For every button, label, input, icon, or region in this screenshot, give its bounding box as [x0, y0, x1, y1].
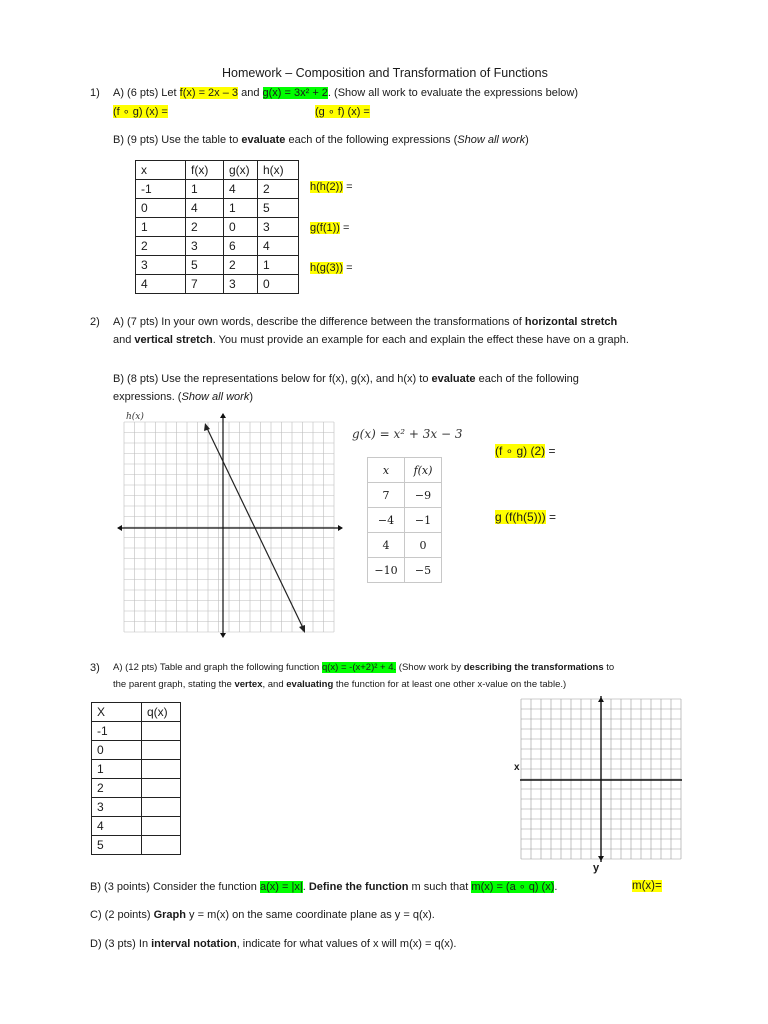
- table-cell: 5: [92, 836, 142, 855]
- q3c-suffix: y = m(x) on the same coordinate plane as y = q(x).: [185, 909, 435, 921]
- q3b-mid: m such that: [408, 881, 472, 893]
- q-graph-x-label: x: [514, 762, 520, 773]
- equals: =: [343, 262, 353, 274]
- table-cell: 2: [92, 779, 142, 798]
- table-cell: −10: [368, 558, 405, 583]
- q2a-line1-prefix: A) (7 pts) In your own words, describe the difference between the transformations of: [113, 316, 525, 328]
- q3d-bold: interval notation: [151, 938, 237, 950]
- table-header: g(x): [224, 161, 258, 180]
- table-cell: 1: [186, 180, 224, 199]
- q2b-line2-italic: Show all work: [181, 391, 250, 403]
- q2a-line2: [113, 334, 629, 346]
- table-header: x: [368, 458, 405, 483]
- table-cell: 5: [186, 256, 224, 275]
- table-row: [136, 237, 299, 256]
- q3c-prefix: C) (2 points): [90, 909, 154, 921]
- table-cell: 1: [92, 760, 142, 779]
- expr-hg3-label: h(g(3)): [310, 262, 344, 274]
- table-cell: 3: [92, 798, 142, 817]
- expr-hh2: [310, 181, 353, 193]
- q2b-line1: [113, 373, 579, 385]
- q1b-text: [113, 134, 529, 146]
- table-cell: -1: [92, 722, 142, 741]
- table-cell: 1: [258, 256, 299, 275]
- q2a-line2-suffix: . You must provide an example for each and explain the effect these have on a graph.: [212, 334, 629, 346]
- table-row: [136, 218, 299, 237]
- q1b-italic: Show all work: [457, 134, 526, 146]
- table-header: h(x): [258, 161, 299, 180]
- equals: =: [545, 444, 556, 458]
- expr-gf1-label: g(f(1)): [310, 222, 340, 234]
- q1-number: 1): [90, 87, 100, 99]
- table-row: [136, 256, 299, 275]
- table-cell: 4: [136, 275, 186, 294]
- table-cell: 6: [224, 237, 258, 256]
- table-cell: 2: [258, 180, 299, 199]
- table-cell: 7: [186, 275, 224, 294]
- table-cell: 4: [368, 533, 405, 558]
- q-definition: q(x) = -(x+2)² + 4.: [321, 662, 397, 673]
- q2b-line1-bold: evaluate: [431, 373, 476, 385]
- table-cell: 0: [405, 533, 442, 558]
- expr-gfh5-label: g (f(h(5))): [495, 510, 546, 524]
- q2b-line2-suffix: ): [249, 391, 254, 403]
- f-value-table: [367, 457, 442, 583]
- q1b-mid: each of the following expressions (: [285, 134, 458, 146]
- h-graph-grid: [124, 422, 334, 632]
- table-header-row: [368, 458, 442, 483]
- q3c-bold: Graph: [153, 909, 186, 921]
- q2b-line2: [113, 391, 253, 403]
- q2b-line1-prefix: B) (8 pts) Use the representations below for f(x), g(x), and h(x) to: [113, 373, 432, 385]
- table-row: [136, 180, 299, 199]
- q-value-input-cell[interactable]: [142, 779, 181, 798]
- table-cell: 4: [258, 237, 299, 256]
- table-header: q(x): [142, 703, 181, 722]
- q3b-end: .: [554, 881, 558, 893]
- q1-function-table: [135, 160, 299, 294]
- q3c-text: [90, 909, 435, 921]
- q-y-arrow-up: [598, 697, 604, 702]
- table-header: f(x): [186, 161, 224, 180]
- q-value-input-cell[interactable]: [142, 817, 181, 836]
- table-cell: 5: [258, 199, 299, 218]
- q1b-bold: evaluate: [241, 134, 286, 146]
- q3a-bold: describing the transformations: [463, 662, 604, 673]
- q3d-text: [90, 938, 456, 950]
- h-graph-label: h(x): [126, 412, 144, 422]
- table-cell: 0: [258, 275, 299, 294]
- table-cell: −1: [405, 508, 442, 533]
- equals: =: [343, 181, 353, 193]
- table-row[interactable]: [92, 836, 181, 855]
- table-cell: 2: [224, 256, 258, 275]
- table-cell: 3: [224, 275, 258, 294]
- q-graph[interactable]: [520, 696, 682, 862]
- q3a-line2-mid: , and: [262, 679, 287, 690]
- q-value-input-cell[interactable]: [142, 836, 181, 855]
- table-header: x: [136, 161, 186, 180]
- table-cell: 2: [136, 237, 186, 256]
- table-row: [368, 533, 442, 558]
- table-row[interactable]: [92, 798, 181, 817]
- q3b-prefix: B) (3 points) Consider the function: [90, 881, 260, 893]
- q3b-text: [90, 880, 557, 893]
- table-cell: −9: [405, 483, 442, 508]
- expr-fog2: [495, 444, 556, 458]
- h-y-arrow-down: [220, 633, 226, 638]
- table-header-row: [92, 703, 181, 722]
- q3a-vertex-bold: vertex: [234, 679, 263, 690]
- g-formula: g(x) = x² + 3x − 3: [352, 427, 463, 441]
- page-title: Homework – Composition and Transformation of Functions: [222, 66, 548, 80]
- q1a-and: and: [238, 87, 263, 99]
- q-value-input-cell[interactable]: [142, 741, 181, 760]
- q2a-line2-prefix: and: [113, 334, 135, 346]
- gof-expression: (g ∘ f) (x) =: [315, 106, 370, 118]
- q2a-line1: [113, 316, 617, 328]
- g-definition: g(x) = 3x² + 2: [262, 87, 328, 99]
- equals: =: [339, 222, 350, 234]
- table-cell: 1: [136, 218, 186, 237]
- q-value-input-cell[interactable]: [142, 722, 181, 741]
- table-cell: 4: [186, 199, 224, 218]
- q1b-prefix: B) (9 pts) Use the table to: [113, 134, 242, 146]
- table-cell: 2: [186, 218, 224, 237]
- q3d-prefix: D) (3 pts) In: [90, 938, 152, 950]
- q3a-mid: (Show work by: [396, 662, 464, 673]
- q2a-line1-bold: horizontal stretch: [524, 316, 618, 328]
- a-definition: a(x) = |x|: [259, 881, 303, 893]
- h-x-arrow-right: [338, 525, 343, 531]
- table-row: [368, 558, 442, 583]
- table-cell: 0: [224, 218, 258, 237]
- table-cell: 4: [92, 817, 142, 836]
- q3a-line2: [113, 679, 566, 690]
- table-cell: 7: [368, 483, 405, 508]
- q3a-line1: [113, 662, 614, 673]
- table-cell: −5: [405, 558, 442, 583]
- q1a-suffix: . (Show all work to evaluate the expressions below): [327, 87, 578, 99]
- table-row: [368, 508, 442, 533]
- q3-number: 3): [90, 662, 100, 674]
- q-value-input-cell[interactable]: [142, 760, 181, 779]
- table-cell: -1: [136, 180, 186, 199]
- q1a-prefix: A) (6 pts) Let: [113, 87, 180, 99]
- table-cell: 3: [186, 237, 224, 256]
- h-x-arrow-left: [117, 525, 122, 531]
- q2a-line2-bold: vertical stretch: [134, 334, 213, 346]
- table-cell: 1: [224, 199, 258, 218]
- q3d-suffix: , indicate for what values of x will m(x) = q(x).: [236, 938, 457, 950]
- table-row[interactable]: [92, 760, 181, 779]
- expr-gfh5: [495, 510, 556, 524]
- table-header: X: [92, 703, 142, 722]
- table-row: [136, 275, 299, 294]
- h-y-arrow-up: [220, 413, 226, 418]
- table-cell: −4: [368, 508, 405, 533]
- table-cell: 0: [92, 741, 142, 760]
- table-header-row: [136, 161, 299, 180]
- table-cell: 3: [258, 218, 299, 237]
- expr-fog2-label: (f ∘ g) (2): [495, 444, 546, 458]
- q1b-suffix: ): [525, 134, 529, 146]
- q1a-text: [113, 87, 578, 99]
- table-row[interactable]: [92, 722, 181, 741]
- q3b-bold: Define the function: [308, 881, 409, 893]
- expr-hh2-label: h(h(2)): [310, 181, 344, 193]
- table-row: [136, 199, 299, 218]
- expr-gf1: [310, 222, 349, 234]
- h-line-arrow-top: [204, 423, 210, 431]
- table-row[interactable]: [92, 817, 181, 836]
- q2b-line2-prefix: expressions. (: [113, 391, 182, 403]
- table-header: f(x): [405, 458, 442, 483]
- q-value-input-cell[interactable]: [142, 798, 181, 817]
- table-row: [368, 483, 442, 508]
- table-row[interactable]: [92, 741, 181, 760]
- m-answer-label: m(x)=: [632, 880, 662, 892]
- q3a-prefix: A) (12 pts) Table and graph the following function: [113, 662, 322, 673]
- table-cell: 0: [136, 199, 186, 218]
- q3a-line2-prefix: the parent graph, stating the: [113, 679, 235, 690]
- equals: =: [545, 510, 557, 524]
- q2-number: 2): [90, 316, 100, 328]
- f-definition: f(x) = 2x – 3: [179, 87, 239, 99]
- table-cell: 4: [224, 180, 258, 199]
- q3b-dot: .: [302, 881, 309, 893]
- q3a-line2-suffix: the function for at least one other x-value on the table.): [333, 679, 567, 690]
- q2b-line1-suffix: each of the following: [475, 373, 579, 385]
- q-y-arrow-down: [598, 856, 604, 861]
- q3a-evaluating-bold: evaluating: [286, 679, 334, 690]
- fog-expression: (f ∘ g) (x) =: [113, 106, 168, 118]
- expr-hg3: [310, 262, 353, 274]
- table-row[interactable]: [92, 779, 181, 798]
- q-graph-y-label: y: [593, 862, 600, 874]
- q3a-suffix: to: [603, 662, 615, 673]
- h-graph: [115, 410, 345, 640]
- q-value-table: [91, 702, 181, 855]
- table-cell: 3: [136, 256, 186, 275]
- m-definition: m(x) = (a ∘ q) (x): [471, 881, 555, 893]
